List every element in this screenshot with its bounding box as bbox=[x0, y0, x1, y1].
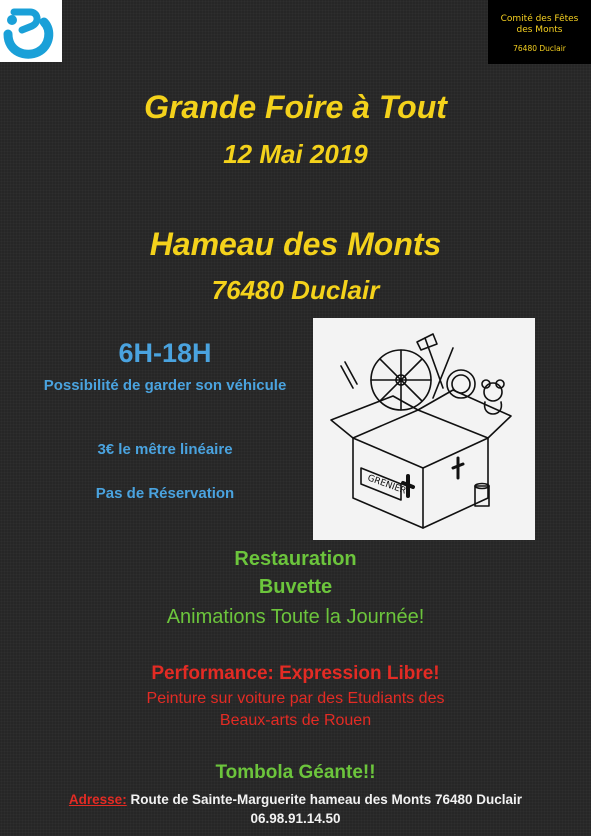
performance-title: Performance: Expression Libre! bbox=[151, 663, 440, 684]
committee-subname: des Monts bbox=[516, 25, 563, 35]
committee-city: 76480 Duclair bbox=[513, 44, 566, 53]
tombola-info: Tombola Géante!! bbox=[215, 762, 376, 783]
svg-text:GRENIER: GRENIER bbox=[365, 473, 408, 497]
phone-number: 06.98.91.14.50 bbox=[250, 811, 341, 826]
opening-hours: 6H-18H bbox=[118, 338, 212, 368]
food-service: Restauration bbox=[234, 548, 357, 570]
duclair-logo-icon bbox=[0, 0, 62, 62]
bar-service: Buvette bbox=[258, 576, 333, 598]
junk-box-sketch bbox=[313, 318, 535, 540]
animations-info: Animations Toute la Journée! bbox=[166, 606, 425, 628]
event-city: 76480 Duclair bbox=[211, 275, 380, 305]
address-value: Route de Sainte-Marguerite hameau des Monts 76480 Duclair bbox=[130, 792, 523, 807]
address-line bbox=[0, 792, 591, 807]
committee-name: Comité des Fêtes bbox=[500, 14, 579, 24]
event-title: Grande Foire à Tout bbox=[144, 89, 447, 125]
vehicle-info: Possibilité de garder son véhicule bbox=[43, 377, 287, 394]
reservation-info: Pas de Réservation bbox=[95, 485, 235, 502]
committee-badge bbox=[488, 0, 591, 64]
address-label: Adresse: bbox=[68, 792, 127, 807]
performance-line2: Beaux-arts de Rouen bbox=[219, 712, 372, 729]
event-place: Hameau des Monts bbox=[149, 226, 442, 262]
price-info: 3€ le mêtre linéaire bbox=[97, 441, 233, 458]
performance-line1: Peinture sur voiture par des Etudiants des bbox=[146, 690, 445, 707]
event-date: 12 Mai 2019 bbox=[223, 139, 368, 169]
